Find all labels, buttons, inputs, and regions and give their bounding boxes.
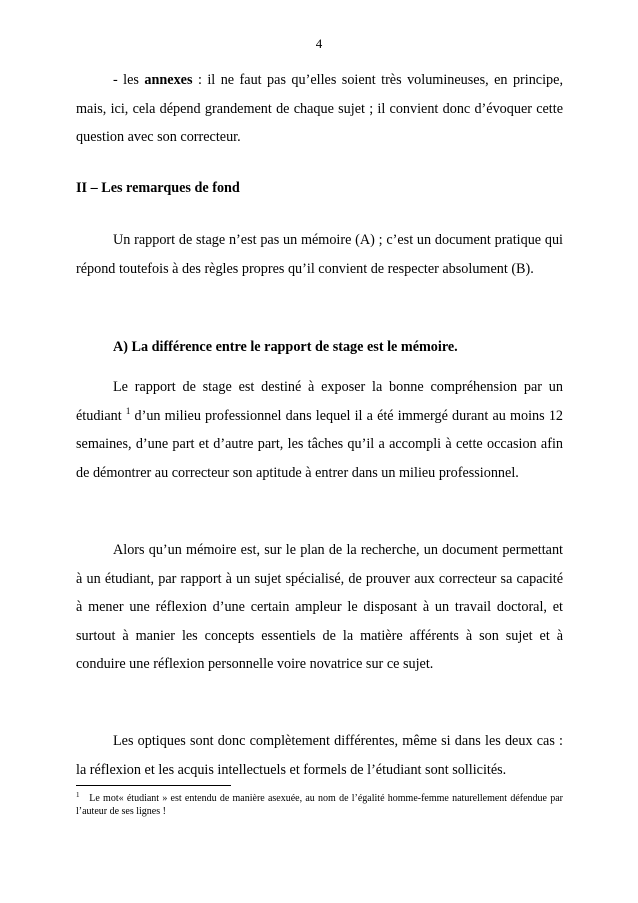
footnote-number: 1 xyxy=(76,791,80,799)
section-heading: II – Les remarques de fond xyxy=(76,180,240,196)
annexes-keyword: annexes xyxy=(144,72,193,88)
annexes-prefix: - les xyxy=(113,72,145,88)
paragraph-optiques: Les optiques sont donc complètement différentes, même si dans les deux cas : la réflexion et les acquis intellectuels et formels de l’étudiant sont sollicités. xyxy=(76,733,563,778)
page-number: 4 xyxy=(315,36,323,51)
paragraph-memoire: Alors qu’un mémoire est, sur le plan de la recherche, un document permettant à un étudiant, par rapport à un sujet spécialisé, de prouver aux correcteur sa capacité à mener une réflexion d’une certain ampleur le disposant à un travail doctoral, et surtout à manier les concepts essentiels de la matière afférents à son sujet et à conduire une réflexion personnelle voire novatrice sur ce sujet. xyxy=(76,542,563,672)
paragraph-stage-report xyxy=(76,373,563,487)
footnote-reference: 1 xyxy=(125,405,131,416)
footnote-text: Le mot« étudiant » est entendu de manière asexuée, au nom de l’égalité homme-femme naturellement défendue par l’auteur de ses lignes ! xyxy=(76,793,563,817)
footnote-separator xyxy=(76,785,231,786)
annexes-text: : il ne faut pas qu’elles soient très volumineuses, en principe, mais, ici, cela dépend grandement de chaque sujet ; il convient donc d’évoquer cette question avec son correcteur. xyxy=(76,72,563,145)
footnote xyxy=(76,792,563,818)
paragraph-1-start: Le rapport de stage est destiné à exposer la bonne compréhension par un étudiant xyxy=(76,379,563,424)
paragraph-1-rest: d’un milieu professionnel dans lequel il a été immergé durant au moins 12 semaines, d’une part et d’autre part, les tâches qu’il a accompli à cette occasion afin de démontrer au correcteur son aptitude à entrer dans un milieu professionnel. xyxy=(76,407,564,481)
intro-paragraph: Un rapport de stage n’est pas un mémoire (A) ; c’est un document pratique qui répond toutefois à des règles propres qu’il convient de respecter absolument (B). xyxy=(76,232,563,277)
annexes-paragraph xyxy=(76,66,563,152)
subsection-heading: A) La différence entre le rapport de stage est le mémoire. xyxy=(113,339,458,355)
